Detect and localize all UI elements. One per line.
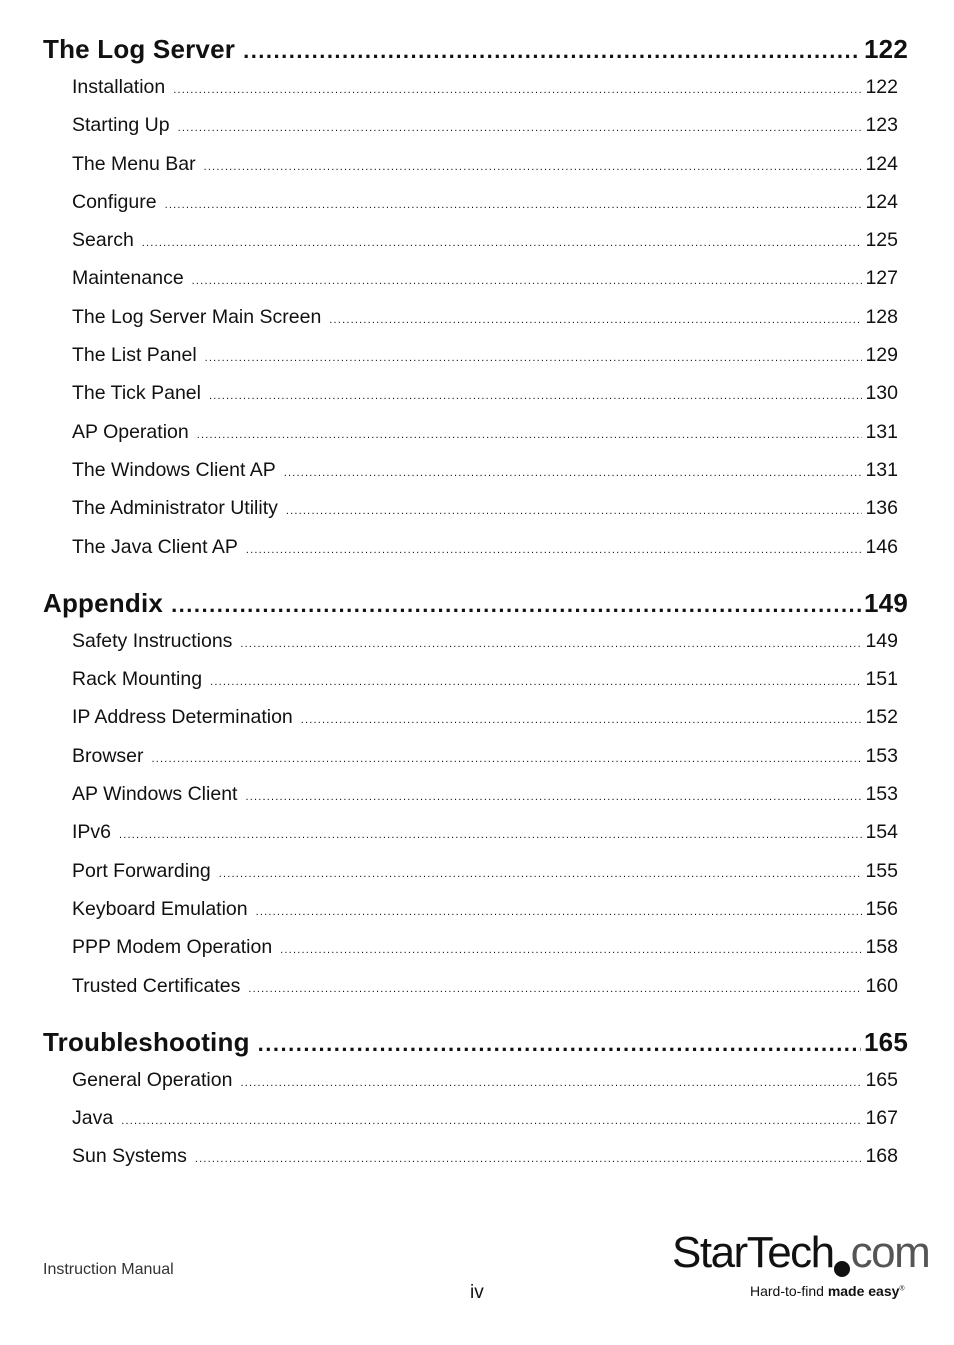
toc-entry-title: Installation: [72, 76, 166, 98]
toc-entry-page: 158: [865, 936, 898, 959]
toc-section-heading[interactable]: [43, 34, 908, 76]
toc-entry-page: 155: [865, 859, 898, 882]
toc-entry-title: Trusted Certificates: [72, 974, 241, 997]
toc-entry-page: 153: [865, 783, 898, 806]
toc-entry[interactable]: [72, 459, 898, 497]
toc-entry[interactable]: [72, 668, 898, 706]
toc-entry[interactable]: [72, 630, 898, 668]
toc-entry[interactable]: [72, 1145, 898, 1183]
toc-heading-page: 165: [864, 1026, 908, 1057]
toc-entry-title: Safety Instructions: [72, 629, 233, 652]
logo-trademark: ®: [899, 1285, 905, 1293]
dot-leader: [173, 84, 862, 96]
dot-leader: [248, 983, 862, 995]
logo-word-main: StarTech: [672, 1228, 834, 1277]
dot-leader: [171, 592, 861, 618]
toc-entry-title: The Tick Panel: [72, 382, 201, 405]
logo-tagline-bold: made easy: [827, 1283, 900, 1299]
toc-entry-page: 131: [865, 420, 898, 443]
logo-dot-icon: [834, 1261, 850, 1277]
toc-entry-title: Configure: [72, 190, 157, 213]
startech-logo: [672, 1228, 930, 1308]
dot-leader: [119, 829, 862, 841]
toc-entry-page: 154: [865, 821, 898, 844]
dot-leader: [195, 1153, 863, 1165]
toc-entry[interactable]: [72, 898, 898, 936]
toc-entry-title: IPv6: [72, 821, 112, 844]
logo-tagline-regular: Hard-to-find: [750, 1283, 824, 1299]
toc-section: [43, 34, 908, 574]
dot-leader: [205, 352, 863, 364]
toc-entry[interactable]: [72, 306, 898, 344]
dot-leader: [329, 314, 862, 326]
toc-section-heading[interactable]: [43, 1027, 908, 1069]
toc-entry-title: The Java Client AP: [72, 535, 238, 558]
toc-entry-title: Search: [72, 229, 134, 252]
toc-section: [43, 1027, 908, 1184]
toc-entry[interactable]: [72, 267, 898, 305]
dot-leader: [209, 390, 862, 402]
dot-leader: [192, 275, 863, 287]
toc-entry[interactable]: [72, 745, 898, 783]
toc-entry-page: 136: [865, 497, 898, 520]
dot-leader: [240, 638, 862, 650]
toc-entry-page: 146: [865, 535, 898, 558]
table-of-contents: [43, 34, 908, 1198]
toc-section: [43, 588, 908, 1013]
toc-entry[interactable]: [72, 76, 898, 114]
dot-leader: [197, 429, 863, 441]
dot-leader: [142, 237, 863, 249]
toc-entry-title: Java: [72, 1107, 114, 1130]
dot-leader: [204, 161, 863, 173]
dot-leader: [240, 1077, 862, 1089]
toc-entry[interactable]: [72, 783, 898, 821]
toc-entry-title: Starting Up: [72, 114, 170, 137]
toc-entry-page: 124: [865, 190, 898, 213]
dot-leader: [178, 122, 863, 134]
dot-leader: [280, 944, 862, 956]
toc-entry-title: Maintenance: [72, 267, 184, 290]
toc-entry-page: 168: [865, 1145, 898, 1168]
toc-entry-page: 152: [865, 706, 898, 729]
toc-entry[interactable]: [72, 229, 898, 267]
toc-entry-page: 149: [865, 629, 898, 652]
toc-entry-page: 125: [865, 229, 898, 252]
toc-entry-page: 128: [865, 305, 898, 328]
dot-leader: [219, 868, 863, 880]
dot-leader: [256, 906, 863, 918]
dot-leader: [246, 544, 863, 556]
toc-entry[interactable]: [72, 706, 898, 744]
toc-heading-title: Troubleshooting: [43, 1026, 250, 1057]
toc-entry[interactable]: [72, 936, 898, 974]
toc-entry-title: General Operation: [72, 1068, 233, 1091]
logo-wordmark: [672, 1228, 930, 1278]
toc-entry-title: Sun Systems: [72, 1145, 187, 1168]
toc-entry[interactable]: [72, 536, 898, 574]
toc-entry[interactable]: [72, 421, 898, 459]
toc-entry-title: PPP Modem Operation: [72, 936, 273, 959]
toc-entry[interactable]: [72, 497, 898, 535]
toc-entry-page: 160: [865, 974, 898, 997]
dot-leader: [210, 676, 862, 688]
toc-entry-page: 156: [865, 897, 898, 920]
logo-tagline: [750, 1283, 905, 1299]
dot-leader: [245, 791, 862, 803]
toc-entry-title: The Administrator Utility: [72, 497, 278, 520]
toc-entry-page: 151: [865, 668, 898, 691]
toc-entry-title: The List Panel: [72, 344, 197, 367]
page-number: iv: [470, 1282, 484, 1303]
toc-entry-page: 131: [865, 458, 898, 481]
toc-entry[interactable]: [72, 1069, 898, 1107]
toc-entry[interactable]: [72, 344, 898, 382]
toc-entry-page: 130: [865, 382, 898, 405]
toc-entry-title: The Windows Client AP: [72, 458, 276, 481]
toc-entry-page: 129: [865, 344, 898, 367]
toc-entry[interactable]: [72, 153, 898, 191]
toc-entry[interactable]: [72, 821, 898, 859]
footer-document-label: Instruction Manual: [43, 1261, 174, 1278]
toc-entry-page: 122: [865, 76, 898, 98]
toc-entry-page: 153: [865, 744, 898, 767]
toc-entry-title: Keyboard Emulation: [72, 897, 248, 920]
toc-entry-page: 167: [865, 1107, 898, 1130]
toc-entry[interactable]: [72, 860, 898, 898]
toc-heading-page: 149: [864, 587, 908, 618]
toc-heading-title: Appendix: [43, 587, 164, 618]
dot-leader: [243, 38, 861, 64]
toc-heading-title: The Log Server: [43, 34, 236, 64]
toc-entry-title: The Log Server Main Screen: [72, 305, 322, 328]
dot-leader: [165, 199, 863, 211]
toc-entry[interactable]: [72, 975, 898, 1013]
dot-leader: [284, 467, 863, 479]
toc-entry[interactable]: [72, 114, 898, 152]
toc-entry-title: AP Operation: [72, 420, 189, 443]
toc-entry-page: 165: [865, 1068, 898, 1091]
toc-entry-title: Port Forwarding: [72, 859, 211, 882]
toc-entry-page: 123: [865, 114, 898, 137]
toc-entry[interactable]: [72, 382, 898, 420]
toc-entry-page: 127: [865, 267, 898, 290]
dot-leader: [301, 714, 863, 726]
toc-entry-title: AP Windows Client: [72, 783, 238, 806]
toc-entry[interactable]: [72, 191, 898, 229]
dot-leader: [286, 505, 863, 517]
toc-entry-title: Browser: [72, 744, 144, 767]
toc-entry-title: IP Address Determination: [72, 706, 293, 729]
dot-leader: [121, 1115, 862, 1127]
logo-word-suffix: com: [850, 1228, 930, 1277]
toc-entry[interactable]: [72, 1107, 898, 1145]
toc-entry-title: Rack Mounting: [72, 668, 203, 691]
toc-heading-page: 122: [864, 34, 908, 64]
toc-entry-title: The Menu Bar: [72, 152, 196, 175]
dot-leader: [152, 753, 863, 765]
dot-leader: [258, 1031, 861, 1057]
toc-entry-page: 124: [865, 152, 898, 175]
toc-section-heading[interactable]: [43, 588, 908, 630]
